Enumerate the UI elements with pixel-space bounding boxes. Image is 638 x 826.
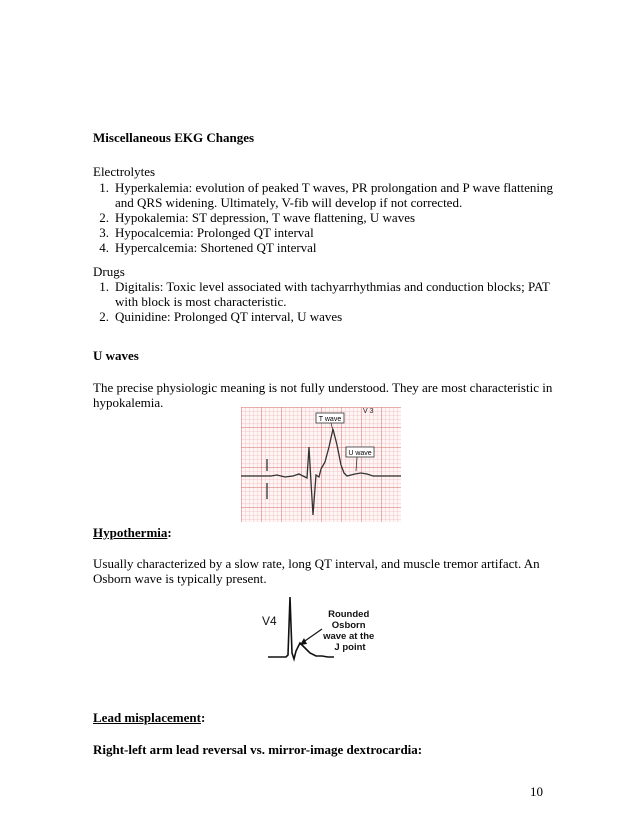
lead-misplacement-heading: Lead misplacement:: [93, 710, 206, 725]
hypothermia-paragraph-line: Osborn wave is typically present.: [93, 571, 267, 586]
u-wave-ekg-strip: [241, 407, 401, 522]
electrolytes-label: Electrolytes: [93, 164, 156, 179]
list-item: 2. Hypokalemia: ST depression, T wave flattening, U waves: [99, 210, 416, 225]
osborn-annotation: Rounded Osborn wave at the J point: [323, 609, 375, 653]
lead-misplacement-subheading: Right-left arm lead reversal vs. mirror-image dextrocardia:: [93, 742, 423, 757]
list-item: 1. Digitalis: Toxic level associated with tachyarrhythmias and conduction blocks; PAT: [99, 279, 550, 294]
list-item: 1. Hyperkalemia: evolution of peaked T waves, PR prolongation and P wave flattening: [99, 180, 554, 195]
osborn-trace: [268, 597, 334, 659]
hypothermia-heading: Hypothermia:: [93, 525, 172, 540]
list-item-continuation: and QRS widening. Ultimately, V-fib will develop if not corrected.: [115, 195, 463, 210]
u-wave-label: U wave: [348, 450, 372, 457]
lead-corner-mark: V 3: [363, 408, 374, 415]
list-item: 3. Hypocalcemia: Prolonged QT interval: [99, 225, 314, 240]
page-number: 10: [530, 784, 543, 799]
osborn-wave-figure: [258, 593, 382, 665]
list-item: 4. Hypercalcemia: Shortened QT interval: [99, 240, 317, 255]
osborn-arrowhead: [300, 638, 307, 645]
misc-heading: Miscellaneous EKG Changes: [93, 130, 255, 145]
list-item-continuation: with block is most characteristic.: [115, 294, 287, 309]
hypothermia-paragraph-line: Usually characterized by a slow rate, long QT interval, and muscle tremor artifact. An: [93, 556, 540, 571]
u-waves-paragraph-line: The precise physiologic meaning is not fully understood. They are most characteristic in: [93, 380, 553, 395]
u-waves-heading: U waves: [93, 348, 139, 363]
t-wave-label: T wave: [318, 416, 342, 423]
u-waves-paragraph-line: hypokalemia.: [93, 395, 164, 410]
list-item: 2. Quinidine: Prolonged QT interval, U waves: [99, 309, 343, 324]
drugs-label: Drugs: [93, 264, 125, 279]
lead-label: V4: [262, 614, 277, 628]
